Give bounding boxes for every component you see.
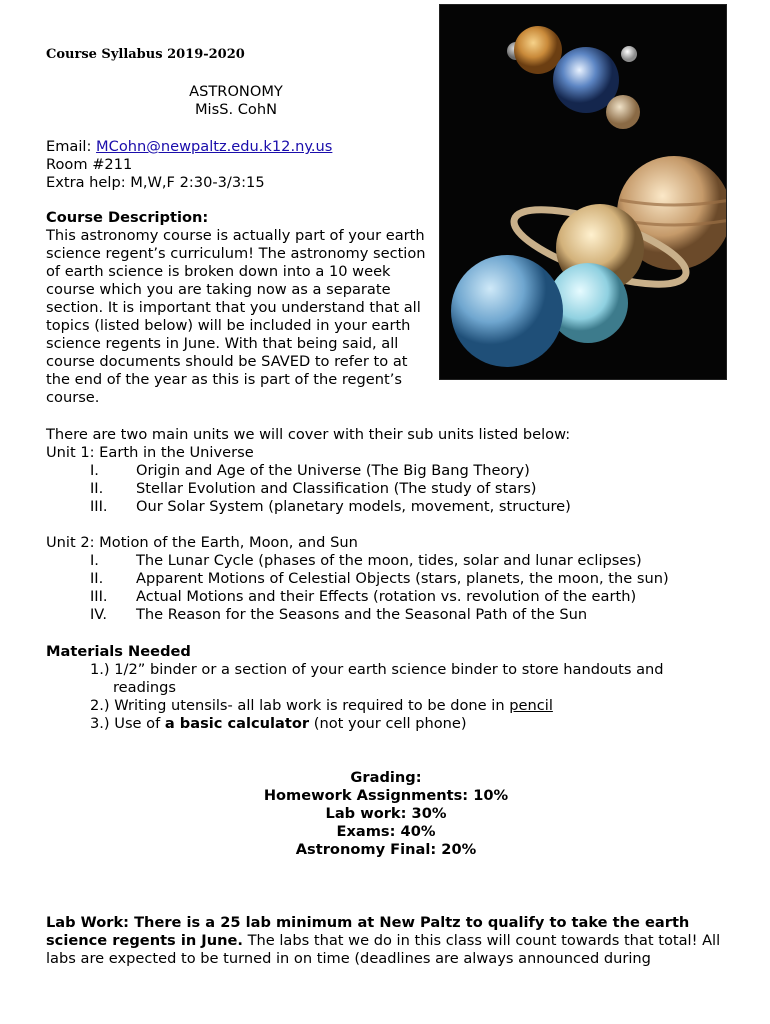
course-description-body: This astronomy course is actually part of your earth science regent’s curriculum! The astronomy section of earth science is broken down into a 10 week course which you are taking now as a separate section. It is important that you understand that all topics (listed below) will be included in your earth science regents in June. With that being said, all course documents should be SAVED to refer to at the end of the year as this is part of the regent’s course. <box>46 227 426 406</box>
materials-item-3 <box>90 715 467 733</box>
lab-work-normal: The labs that we do in this class will count towards that total! All labs are expected to be turned in on time (deadlines are always announced during <box>46 932 721 967</box>
lab-work-bold: Lab Work: There is a 25 lab minimum at New Paltz to qualify to take the earth science regents in June. <box>46 914 690 949</box>
item-text: Origin and Age of the Universe (The Big Bang Theory) <box>136 462 530 479</box>
course-description-heading: Course Description: <box>46 209 209 226</box>
unit1-title: Unit 1: Earth in the Universe <box>46 444 254 461</box>
syllabus-header: Course Syllabus 2019-2020 <box>46 47 245 62</box>
email-link[interactable]: MCohn@newpaltz.edu.k12.ny.us <box>96 138 333 155</box>
calculator-bold: a basic calculator <box>164 715 310 732</box>
neptune-icon <box>451 255 563 367</box>
teacher-name: MisS. CohN <box>194 101 278 118</box>
planets-illustration <box>440 5 726 379</box>
course-title: ASTRONOMY <box>189 83 283 100</box>
item-number: I. <box>90 462 99 479</box>
materials-item-3-suffix: (not your cell phone) <box>309 715 467 732</box>
unit2-title: Unit 2: Motion of the Earth, Moon, and Sun <box>46 534 358 551</box>
pencil-underlined: pencil <box>509 697 553 714</box>
lab-work-paragraph <box>46 914 736 968</box>
item-text: The Reason for the Seasons and the Seasonal Path of the Sun <box>136 606 588 623</box>
materials-item-2 <box>90 697 553 715</box>
item-number: II. <box>90 570 104 587</box>
units-intro: There are two main units we will cover with their sub units listed below: <box>46 426 571 443</box>
item-text: Our Solar System (planetary models, movement, structure) <box>136 498 571 515</box>
email-line <box>46 138 332 156</box>
materials-item-2-text: 2.) Writing utensils- all lab work is required to be done in <box>90 697 510 714</box>
materials-item-1: 1.) 1/2” binder or a section of your earth science binder to store handouts and <box>90 661 664 678</box>
grading-final: Astronomy Final: 20% <box>295 841 477 858</box>
item-text: Stellar Evolution and Classification (The study of stars) <box>136 480 537 497</box>
email-label: Email: <box>46 138 97 155</box>
item-number: IV. <box>90 606 108 623</box>
item-number: II. <box>90 480 104 497</box>
mars-icon <box>606 95 640 129</box>
materials-item-1-cont: readings <box>113 679 177 696</box>
grading-homework: Homework Assignments: 10% <box>263 787 509 804</box>
extra-help: Extra help: M,W,F 2:30-3/3:15 <box>46 174 265 191</box>
grading-heading: Grading: <box>350 769 422 786</box>
grading-exams: Exams: 40% <box>336 823 436 840</box>
item-text: Apparent Motions of Celestial Objects (stars, planets, the moon, the sun) <box>136 570 669 587</box>
moon-icon <box>621 46 637 62</box>
room-number: Room #211 <box>46 156 133 173</box>
item-number: III. <box>90 498 108 515</box>
solar-system-image <box>439 4 727 380</box>
item-number: I. <box>90 552 99 569</box>
item-number: III. <box>90 588 108 605</box>
item-text: The Lunar Cycle (phases of the moon, tides, solar and lunar eclipses) <box>136 552 642 569</box>
grading-lab: Lab work: 30% <box>325 805 447 822</box>
venus-icon <box>514 26 562 74</box>
materials-heading: Materials Needed <box>46 643 191 660</box>
materials-item-3-prefix: 3.) Use of <box>90 715 165 732</box>
item-text: Actual Motions and their Effects (rotation vs. revolution of the earth) <box>136 588 637 605</box>
